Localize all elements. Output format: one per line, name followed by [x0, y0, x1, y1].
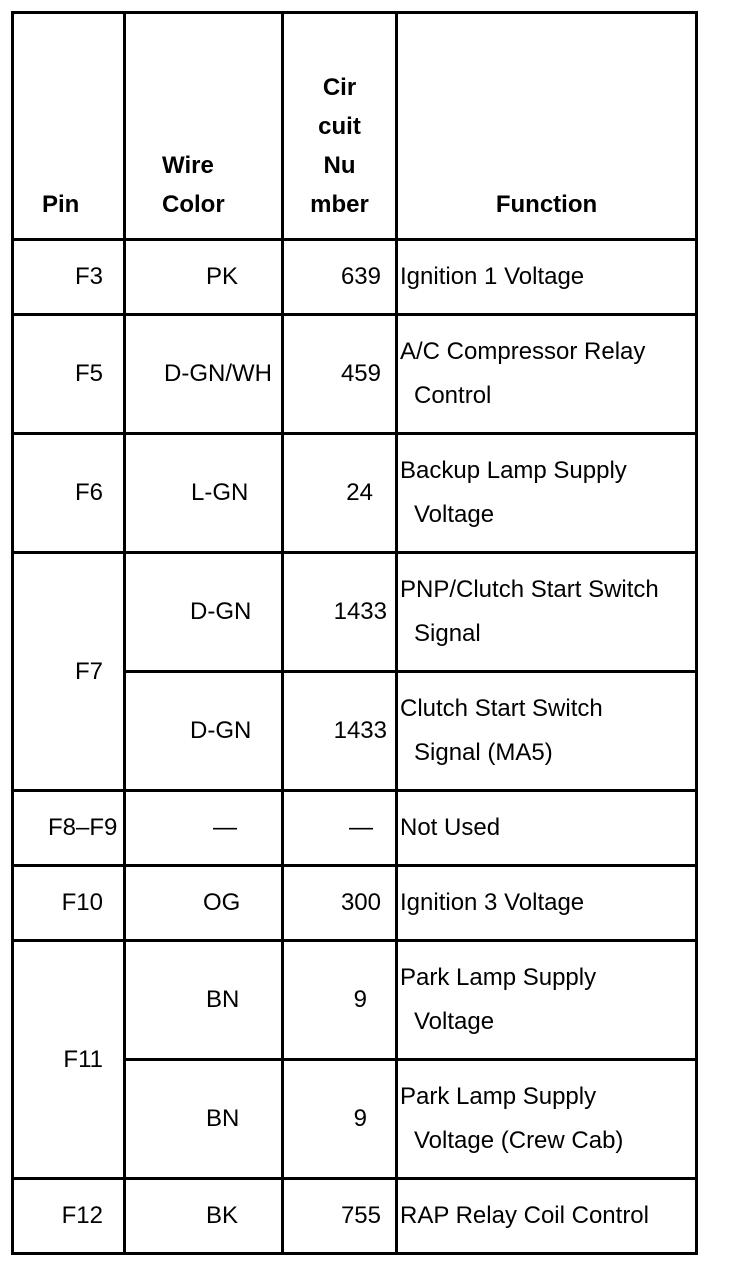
wire-color-cell: D-GN	[125, 553, 283, 672]
pin-cell: F8–F9	[13, 791, 125, 866]
header-row	[13, 13, 697, 240]
circuit-number-cell: 639	[283, 240, 397, 315]
function-cell: Ignition 3 Voltage	[397, 866, 697, 941]
function-cell: RAP Relay Coil Control	[397, 1179, 697, 1254]
wire-color-cell: D-GN/WH	[125, 315, 283, 434]
function-cell: Ignition 1 Voltage	[397, 240, 697, 315]
function-cell: Park Lamp Supply Voltage	[397, 941, 697, 1060]
circuit-number-cell: 24	[283, 434, 397, 553]
circuit-number-cell: 755	[283, 1179, 397, 1254]
table-row	[13, 941, 697, 1060]
circuit-number-cell: 300	[283, 866, 397, 941]
pin-cell: F3	[13, 240, 125, 315]
table-row	[13, 866, 697, 941]
wire-color-cell: L-GN	[125, 434, 283, 553]
table-row	[13, 1179, 697, 1254]
table-row	[13, 434, 697, 553]
wire-color-cell: OG	[125, 866, 283, 941]
circuit-number-cell: 459	[283, 315, 397, 434]
circuit-number-cell: 9	[283, 941, 397, 1060]
pin-cell: F5	[13, 315, 125, 434]
header-circuit-number: Cir cuit Nu mber	[283, 13, 397, 240]
header-wire-color: Wire Color	[125, 13, 283, 240]
wire-color-cell: D-GN	[125, 672, 283, 791]
table-row	[13, 791, 697, 866]
function-cell: Not Used	[397, 791, 697, 866]
wire-color-cell: BN	[125, 941, 283, 1060]
table-row	[13, 240, 697, 315]
header-pin: Pin	[13, 13, 125, 240]
function-cell: Clutch Start Switch Signal (MA5)	[397, 672, 697, 791]
function-cell: Park Lamp Supply Voltage (Crew Cab)	[397, 1060, 697, 1179]
wire-color-cell: —	[125, 791, 283, 866]
pin-cell: F11	[13, 941, 125, 1179]
circuit-number-cell: 1433	[283, 553, 397, 672]
connector-pinout-table	[11, 11, 698, 1255]
wire-color-cell: BN	[125, 1060, 283, 1179]
function-cell: PNP/Clutch Start Switch Signal	[397, 553, 697, 672]
pin-cell: F12	[13, 1179, 125, 1254]
table-row	[13, 315, 697, 434]
function-cell: A/C Compressor Relay Control	[397, 315, 697, 434]
pin-cell: F7	[13, 553, 125, 791]
pin-cell: F10	[13, 866, 125, 941]
pin-cell: F6	[13, 434, 125, 553]
circuit-number-cell: 9	[283, 1060, 397, 1179]
circuit-number-cell: —	[283, 791, 397, 866]
header-function: Function	[397, 13, 697, 240]
table-row	[13, 553, 697, 672]
wire-color-cell: PK	[125, 240, 283, 315]
function-cell: Backup Lamp Supply Voltage	[397, 434, 697, 553]
wire-color-cell: BK	[125, 1179, 283, 1254]
circuit-number-cell: 1433	[283, 672, 397, 791]
